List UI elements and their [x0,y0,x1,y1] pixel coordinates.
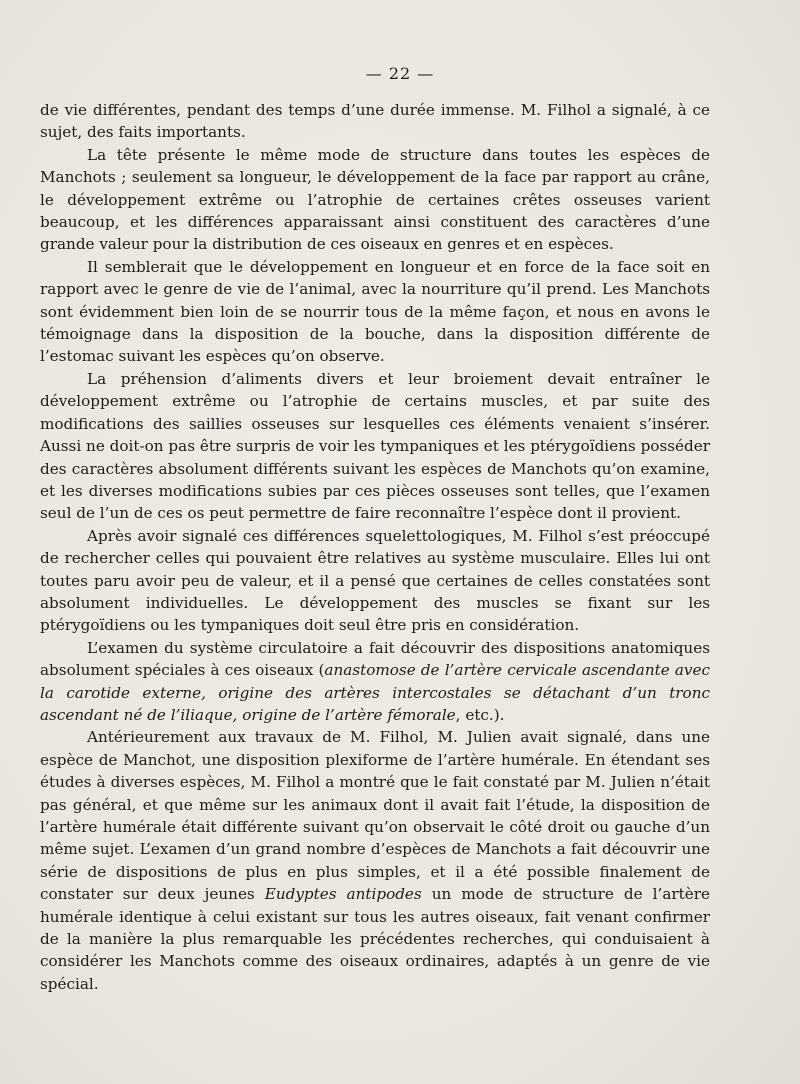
paragraph [40,637,710,727]
text-run: Antérieurement aux travaux de M. Filhol, M. Julien avait signalé, dans une espèce de Manchot, une disposition plexiforme de l’artère humérale. En étendant ses études à diverses espèces, M. Filhol a montré que le fait constaté par M. Julien n’était pas général, et que même sur les animaux dont il avait fait l’étude, la disposition de l’artère humérale était différente suivant qu’on observait le côté droit ou gauche d’un même sujet. L’examen d’un grand nombre d’espèces de Manchots a fait découvrir une série de dispositions de plus en plus simples, et il a été possible finalement de constater sur deux jeunes [40,728,710,904]
text-run: La tête présente le même mode de structure dans toutes les espèces de Manchots ; seulement sa longueur, le développement de la face par rapport au crâne, le développement extrême ou l’atrophie de certaines crêtes osseuses varient beaucoup, et les différences apparaissant ainsi constituent des caractères d’une grande valeur pour la distribution de ces oiseaux en genres et en espèces. [40,145,710,254]
page-number: — 22 — [365,64,435,83]
text-run: La préhension d’aliments divers et leur broiement devait entraîner le développement extrême ou l’atrophie de certains muscles, et par suite des modifications des saillies osseuses sur lesquelles ces éléments venaient s’insérer. Aussi ne doit-on pas être surpris de voir les tympaniques et les ptérygoïdiens posséder des caractères absolument différents suivant les espèces de Manchots qu’on examine, et les diverses modifications subies par ces pièces osseuses sont telles, que l’examen seul de l’un de ces os peut permettre de faire reconnaître l’espèce dont il provient. [40,369,710,523]
paragraph [40,368,710,525]
body-text [40,99,710,995]
paragraph [40,525,710,637]
paragraph [40,726,710,995]
text-run: un mode de structure de l’artère humérale identique à celui existant sur tous les autres oiseaux, fait venant confirmer de la manière la plus remarquable les précédentes recherches, qui conduisaient à considérer les Manchots comme des oiseaux ordinaires, adaptés à un genre de vie spécial. [40,885,710,993]
text-run: de vie différentes, pendant des temps d’une durée immense. M. Filhol a signalé, à ce sujet, des faits importants. [40,101,710,142]
text-run: , etc.). [455,705,505,724]
text-run: Après avoir signalé ces différences squelettologiques, M. Filhol s’est préoccupé de rechercher celles qui pouvaient être relatives au système musculaire. Elles lui ont toutes paru avoir peu de valeur, et il a pensé que certaines de celles constatées sont absolument individuelles. Le développement des muscles se fixant sur les ptérygoïdiens ou les tympaniques doit seul être pris en considération. [40,526,710,635]
italic-text: anastomose de l’artère cervicale ascendante avec la carotide externe, origine des artères intercostales se détachant d’un tronc ascendant né de l’iliaque, origine de l’artère fémorale [40,661,710,724]
paragraph [40,256,710,368]
text-run: L’examen du système circulatoire a fait découvrir des dispositions anatomiques absolument spéciales à ces oiseaux ( [40,638,710,680]
italic-text: Eudyptes antipodes [264,885,422,904]
text-run: Il semblerait que le développement en longueur et en force de la face soit en rapport avec le genre de vie de l’animal, avec la nourriture qu’il prend. Les Manchots sont évidemment bien loin de se nourrir tous de la même façon, et nous en avons le témoignage dans la disposition de la bouche, dans la disposition différente de l’estomac suivant les espèces qu’on observe. [40,257,710,366]
paragraph [40,144,710,256]
paragraph [40,99,710,144]
